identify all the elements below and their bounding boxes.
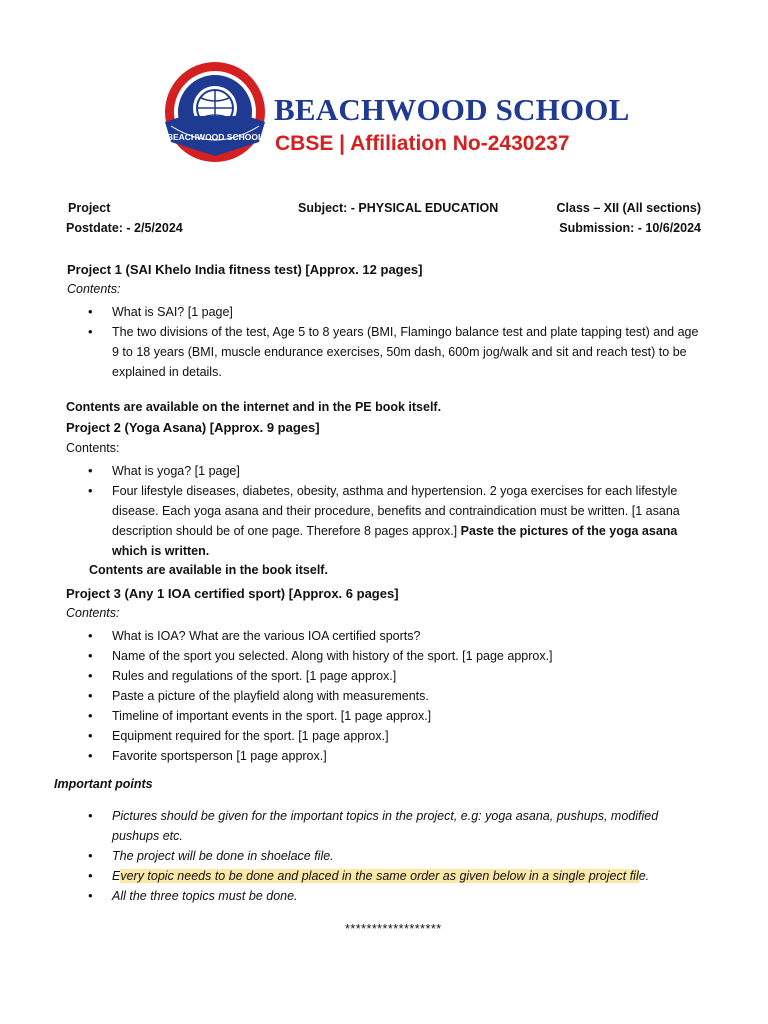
project1-title: Project 1 (SAI Khelo India fitness test) [Approx. 12 pages] (67, 262, 423, 277)
class-label: Class – XII (All sections) (556, 201, 701, 215)
project3-list (66, 626, 706, 766)
project-label: Project (68, 201, 111, 215)
project1-contents-label: Contents: (67, 282, 121, 296)
important-item3-post: e. (638, 869, 650, 883)
list-item: • The two divisions of the test, Age 5 to 8 years (BMI, Flamingo balance test and plate tapping test) and age 9 to 18 years (BMI, muscle endurance exercises, 50m dash, 600m jog/walk and sit and reach test) to be explained in details. (66, 322, 706, 382)
list-item: • All the three topics must be done. (66, 886, 666, 906)
postdate-label: Postdate: - 2/5/2024 (66, 221, 183, 235)
project1-list (66, 302, 706, 382)
list-item: • What is SAI? [1 page] (66, 302, 706, 322)
list-item: • Name of the sport you selected. Along with history of the sport. [1 page approx.] (66, 646, 706, 666)
project2-item2-text: Four lifestyle diseases, diabetes, obesity, asthma and hypertension. 2 yoga exercises for each lifestyle disease. Each yoga asana and their procedure, benefits and contraindication must be written. [1 asana description should be of one page. Therefore 8 pages approx.] (112, 484, 680, 538)
list-item: • Pictures should be given for the important topics in the project, e.g: yoga asana, pushups, modified pushups etc. (66, 806, 666, 846)
school-logo (163, 60, 267, 170)
list-item: • Paste a picture of the playfield along with measurements. (66, 686, 706, 706)
highlighted-text: very topic needs to be done and placed in the same order as given below in a single project fil (120, 869, 639, 883)
logo-text: BEACHWOOD SCHOOL (166, 132, 264, 142)
list-item (66, 866, 666, 886)
project2-note: Contents are available in the book itself. (89, 563, 328, 577)
important-heading: Important points (54, 777, 153, 791)
project1-note: Contents are available on the internet and in the PE book itself. (66, 400, 442, 414)
list-item: • The project will be done in shoelace file. (66, 846, 666, 866)
affiliation-text: CBSE | Affiliation No-2430237 (275, 132, 570, 155)
project2-item2-bold: Paste the pictures of the yoga asana which is written. (112, 524, 678, 558)
list-item: • Rules and regulations of the sport. [1 page approx.] (66, 666, 706, 686)
project3-contents-label: Contents: (66, 606, 120, 620)
project2-title: Project 2 (Yoga Asana) [Approx. 9 pages] (66, 420, 320, 435)
project3-title: Project 3 (Any 1 IOA certified sport) [Approx. 6 pages] (66, 586, 399, 601)
submission-label: Submission: - 10/6/2024 (559, 221, 701, 235)
school-name: BEACHWOOD SCHOOL (274, 92, 630, 127)
important-item3-pre: E (112, 869, 121, 883)
footer-stars: ****************** (345, 922, 442, 936)
important-list (66, 806, 666, 906)
list-item: • Favorite sportsperson [1 page approx.] (66, 746, 706, 766)
project2-list (66, 461, 706, 561)
list-item: • What is IOA? What are the various IOA certified sports? (66, 626, 706, 646)
list-item: • What is yoga? [1 page] (66, 461, 706, 481)
list-item: • Timeline of important events in the sport. [1 page approx.] (66, 706, 706, 726)
list-item: • Equipment required for the sport. [1 page approx.] (66, 726, 706, 746)
list-item (66, 481, 706, 561)
subject-label: Subject: - PHYSICAL EDUCATION (298, 201, 499, 215)
project2-contents-label: Contents: (66, 441, 120, 455)
